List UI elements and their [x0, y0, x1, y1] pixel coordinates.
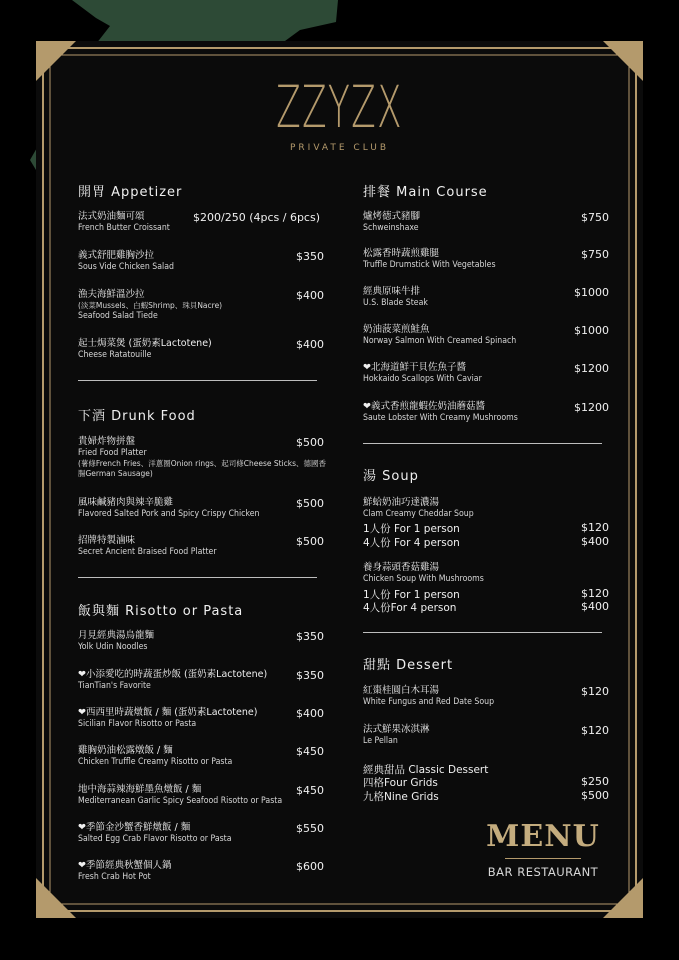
menu-item [78, 822, 245, 845]
item-price: $1200 [574, 362, 609, 375]
item-price: $500 [296, 497, 324, 510]
item-name-en: Hokkaido Scallops With Caviar [363, 374, 482, 384]
menu-badge [478, 820, 608, 879]
divider [363, 443, 602, 444]
item-name-zh: ❤季節金沙蟹香鮮燉飯 / 麵 [78, 822, 191, 833]
item-name-zh: ❤北海道鮮干貝佐魚子醬 [363, 362, 466, 373]
classic-dessert-title: 經典甜品 Classic Dessert [363, 764, 489, 776]
brand-subtitle: PRIVATE CLUB [289, 143, 390, 153]
divider [78, 577, 317, 578]
item-name-zh: 雞胸奶油松露燉飯 / 麵 [78, 745, 173, 756]
portion-label: 九格Nine Grids [363, 791, 439, 803]
item-name-zh: 地中海蒜辣海鮮墨魚燉飯 / 麵 [78, 784, 202, 795]
menu-badge-subtitle: BAR RESTAURANT [487, 865, 599, 879]
item-price: $600 [296, 860, 324, 873]
menu-item [78, 535, 229, 558]
item-name-en: Salted Egg Crab Flavor Risotto or Pasta [78, 834, 232, 844]
section-title-appetizer: 開胃 Appetizer [78, 185, 183, 200]
item-note: (薯條French Fries、洋蔥圈Onion rings、起司條Cheese Sticks、德國香 [78, 459, 327, 468]
item-name-zh: 法式鮮果冰淇淋 [363, 724, 430, 735]
item-name-en: Schweinshaxe [363, 223, 419, 233]
item-price: $1000 [574, 324, 609, 337]
item-name-zh: 松露香時蔬煎雞腿 [363, 248, 440, 259]
item-name-zh: 法式奶油麵可頌 [78, 211, 145, 222]
menu-badge-title: MENU [486, 819, 600, 854]
menu-item [78, 630, 154, 653]
portion-price: $500 [581, 789, 609, 802]
item-price: $1000 [574, 286, 609, 299]
portion-label: 1人份 For 1 person [363, 589, 460, 601]
section-title-drunk-food: 下酒 Drunk Food [78, 409, 196, 424]
menu-item [78, 860, 171, 883]
item-name-zh: 貴婦炸物拼盤 [78, 436, 136, 447]
portion-label: 1人份 For 1 person [363, 523, 460, 535]
item-price: $500 [296, 535, 324, 548]
item-name-en: Clam Creamy Cheddar Soup [363, 509, 474, 519]
item-name-en: Chicken Truffle Creamy Risotto or Pasta [78, 757, 233, 767]
item-name-zh: 風味鹹豬肉與辣辛脆雞 [78, 497, 174, 508]
item-name-zh: ❤義式香煎龍蝦佐奶油蘑菇醬 [363, 401, 485, 412]
menu-item [78, 707, 257, 730]
item-note: 腸German Sausage) [78, 469, 153, 478]
item-name-en: White Fungus and Red Date Soup [363, 697, 495, 707]
item-price: $400 [296, 707, 324, 720]
item-name-zh: 經典原味牛排 [363, 286, 421, 297]
item-name-zh: 月見經典湯烏龍麵 [78, 630, 155, 641]
item-name-en: Flavored Salted Pork and Spicy Crispy Chicken [78, 509, 260, 519]
item-price: $1200 [574, 401, 609, 414]
menu-badge-line [505, 858, 581, 859]
divider [78, 380, 317, 381]
item-price: $350 [296, 630, 324, 643]
item-name-en: Truffle Drumstick With Vegetables [363, 260, 496, 270]
item-name-zh: 招牌特製滷味 [78, 535, 136, 546]
portion-price: $400 [581, 535, 609, 548]
menu-item [78, 338, 212, 361]
item-name-en: Fresh Crab Hot Pot [78, 872, 151, 882]
menu-item [363, 724, 430, 747]
portion-price: $120 [581, 587, 609, 600]
item-price: $750 [581, 211, 609, 224]
item-name-en: French Butter Croissant [78, 223, 170, 233]
item-name-zh: ❤季節經典秋蟹個人鍋 [78, 860, 172, 871]
item-price: $200/250 (4pcs / 6pcs) [193, 211, 320, 224]
item-price: $450 [296, 784, 324, 797]
menu-item [363, 497, 483, 520]
section-title-dessert: 甜點 Dessert [363, 658, 454, 673]
item-name-en: U.S. Blade Steak [363, 298, 428, 308]
item-price: $450 [296, 745, 324, 758]
item-price: $400 [296, 289, 324, 302]
item-price: $550 [296, 822, 324, 835]
menu-item [363, 248, 507, 271]
item-name-zh: 漁夫海鮮溫沙拉 [78, 289, 145, 300]
item-name-en: Secret Ancient Braised Food Platter [78, 547, 217, 557]
menu-item [363, 324, 530, 347]
item-name-en: TianTian's Favorite [78, 681, 151, 691]
item-name-zh: ❤西西里時蔬燉飯 / 麵 (蛋奶素Lactotene) [78, 707, 258, 718]
item-note: (淡菜Mussels、白蝦Shrimp、珠貝Nacre) [78, 301, 223, 310]
section-title-risotto: 飯與麵 Risotto or Pasta [78, 604, 244, 619]
menu-item [363, 685, 505, 708]
menu-item [78, 436, 326, 479]
item-name-zh: 鮮蛤奶油巧達濃湯 [363, 497, 440, 508]
item-name-zh: 起士焗菜煲 (蛋奶素Lactotene) [78, 338, 212, 349]
menu-item [78, 211, 178, 234]
item-name-en: Yolk Udin Noodles [78, 642, 148, 652]
brand-logo: ZZYZX [276, 73, 403, 141]
item-price: $120 [581, 685, 609, 698]
menu-item [363, 286, 434, 309]
item-name-zh: 紅棗桂圓白木耳湯 [363, 685, 440, 696]
menu-item [363, 362, 492, 385]
item-name-en: Cheese Ratatouille [78, 350, 152, 360]
item-price: $750 [581, 248, 609, 261]
portion-label: 4人份 For 4 person [363, 537, 460, 549]
item-name-en: Chicken Soup With Mushrooms [363, 574, 484, 584]
item-name-zh: 爐烤德式豬腳 [363, 211, 421, 222]
item-price: $350 [296, 250, 324, 263]
item-price: $400 [296, 338, 324, 351]
menu-item [78, 784, 300, 807]
item-name-zh: 奶油菠菜煎鮭魚 [363, 324, 430, 335]
menu-item [363, 401, 531, 424]
menu-item [78, 250, 182, 273]
menu-item [363, 211, 423, 234]
item-name-zh: ❤小添愛吃的時蔬蛋炒飯 (蛋奶素Lactotene) [78, 669, 268, 680]
menu-item [363, 562, 494, 585]
item-price: $350 [296, 669, 324, 682]
menu-item [78, 669, 267, 692]
item-name-en: Seafood Salad Tiede [78, 311, 158, 321]
section-title-main-course: 排餐 Main Course [363, 185, 488, 200]
menu-item [78, 745, 246, 768]
item-price: $500 [296, 436, 324, 449]
portion-price: $250 [581, 775, 609, 788]
item-name-en: Le Pellan [363, 736, 398, 746]
item-price: $120 [581, 724, 609, 737]
portion-price: $400 [581, 600, 609, 613]
menu-item [78, 497, 275, 520]
item-name-en: Fried Food Platter [78, 448, 147, 458]
portion-label: 4人份For 4 person [363, 602, 457, 614]
portion-price: $120 [581, 521, 609, 534]
divider [363, 632, 602, 633]
item-name-en: Sous Vide Chicken Salad [78, 262, 174, 272]
menu-item [78, 289, 222, 322]
section-title-soup: 湯 Soup [363, 469, 419, 484]
item-name-en: Sicilian Flavor Risotto or Pasta [78, 719, 197, 729]
item-name-en: Saute Lobster With Creamy Mushrooms [363, 413, 518, 423]
portion-label: 四格Four Grids [363, 777, 438, 789]
item-name-en: Mediterranean Garlic Spicy Seafood Risotto or Pasta [78, 796, 283, 806]
item-name-en: Norway Salmon With Creamed Spinach [363, 336, 517, 346]
item-name-zh: 養身蒜頭香菇雞湯 [363, 562, 440, 573]
item-name-zh: 義式舒肥雞胸沙拉 [78, 250, 155, 261]
